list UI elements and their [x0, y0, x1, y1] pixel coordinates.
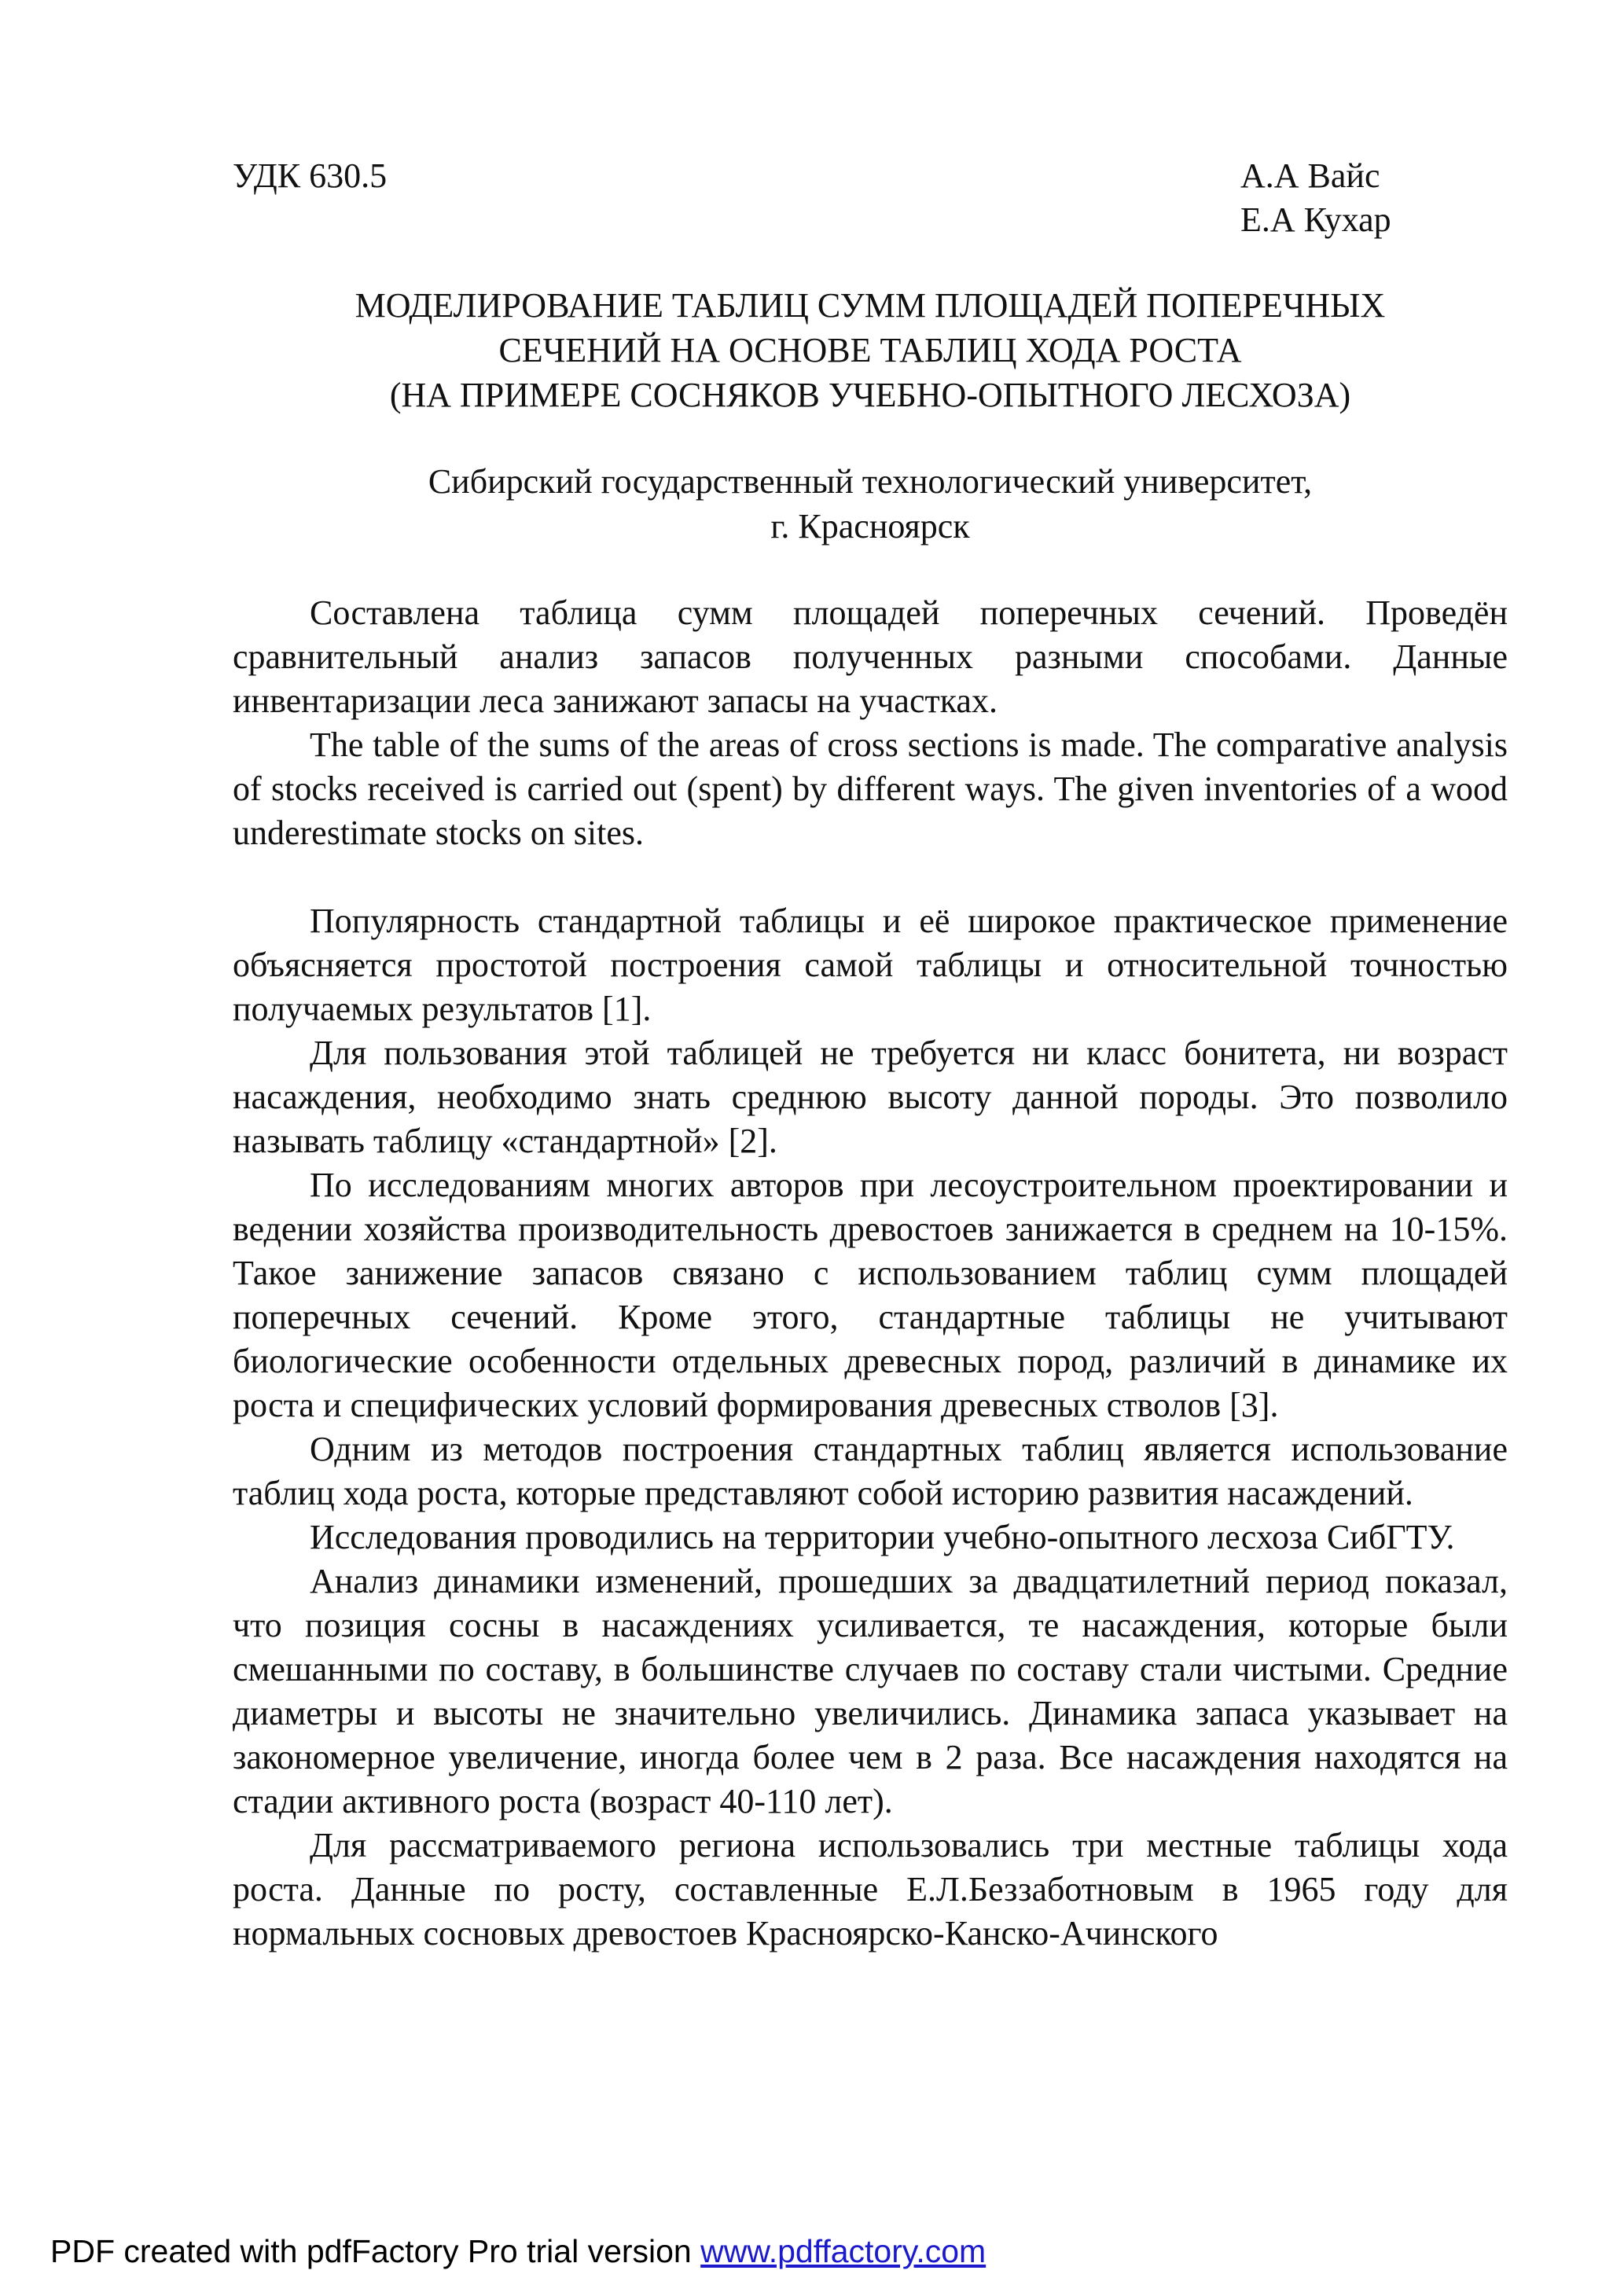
pdf-footer [50, 2232, 986, 2270]
affiliation-line-2: г. Красноярск [770, 507, 970, 546]
author-2: Е.А Кухар [1240, 200, 1391, 239]
body-paragraph: Анализ динамики изменений, прошедших за двадцатилетний период показал, что позиция сосны в насаждениях усиливается, те насаждения, которые были смешанными по составу, в большинстве случаев по составу стали чистыми. Средние диаметры и высоты не значительно увеличились. Динамика запаса указывает на закономерное увеличение, иногда более чем в 2 раза. Все насаждения находятся на стадии активного роста (возраст 40-110 лет). [233, 1562, 1508, 1820]
title-line-2: СЕЧЕНИЙ НА ОСНОВЕ ТАБЛИЦ ХОДА РОСТА [498, 331, 1242, 369]
footer-link[interactable]: www.pdffactory.com [700, 2233, 987, 2269]
body-paragraph: Для рассматриваемого региона использовались три местные таблицы хода роста. Данные по росту, составленные Е.Л.Беззаботновым в 1965 году для нормальных сосновых древостоев Красноярско-Канско-Ачинского [233, 1826, 1508, 1953]
udk-code: УДК 630.5 [233, 156, 388, 195]
body-paragraph: Одним из методов построения стандартных таблиц является использование таблиц хода роста, которые представляют собой историю развития насаждений. [233, 1430, 1508, 1512]
body-paragraph: Исследования проводились на территории учебно-опытного лесхоза СибГТУ. [310, 1518, 1455, 1556]
body-paragraph: По исследованиям многих авторов при лесоустроительном проектировании и ведении хозяйства производительность древостоев занижается в среднем на 10-15%. Такое занижение запасов связано с использованием таблиц сумм площадей поперечных сечений. Кроме этого, стандартные таблицы не учитывают биологические особенности отдельных древесных пород, различий в динамике их роста и специфических условий формирования древесных стволов [3]. [233, 1166, 1508, 1424]
affiliation-line-1: Сибирский государственный технологический университет, [428, 462, 1313, 501]
affiliation [233, 459, 1508, 549]
paper-title [233, 283, 1508, 417]
title-line-3: (НА ПРИМЕРЕ СОСНЯКОВ УЧЕБНО-ОПЫТНОГО ЛЕСХОЗА) [389, 376, 1351, 414]
authors-block [1240, 154, 1391, 242]
section-gap [233, 855, 1508, 899]
body-paragraph: Для пользования этой таблицей не требуется ни класс бонитета, ни возраст насаждения, необходимо знать среднюю высоту данной породы. Это позволило называть таблицу «стандартной» [2]. [233, 1034, 1508, 1160]
main-text [233, 591, 1508, 1956]
author-1: А.А Вайс [1240, 156, 1380, 195]
title-line-1: МОДЕЛИРОВАНИЕ ТАБЛИЦ СУММ ПЛОЩАДЕЙ ПОПЕРЕЧНЫХ [355, 286, 1386, 325]
footer-text: PDF created with pdfFactory Pro trial version [50, 2233, 701, 2269]
abstract-ru: Составлена таблица сумм площадей поперечных сечений. Проведён сравнительный анализ запасов полученных разными способами. Данные инвентаризации леса занижают запасы на участках. [233, 593, 1508, 720]
body-paragraph: Популярность стандартной таблицы и её широкое практическое применение объясняется простотой построения самой таблицы и относительной точностью получаемых результатов [1]. [233, 902, 1508, 1028]
abstract-en: The table of the sums of the areas of cross sections is made. The comparative analysis of stocks received is carried out (spent) by different ways. The given inventories of a wood underestimate stocks on sites. [233, 726, 1508, 852]
